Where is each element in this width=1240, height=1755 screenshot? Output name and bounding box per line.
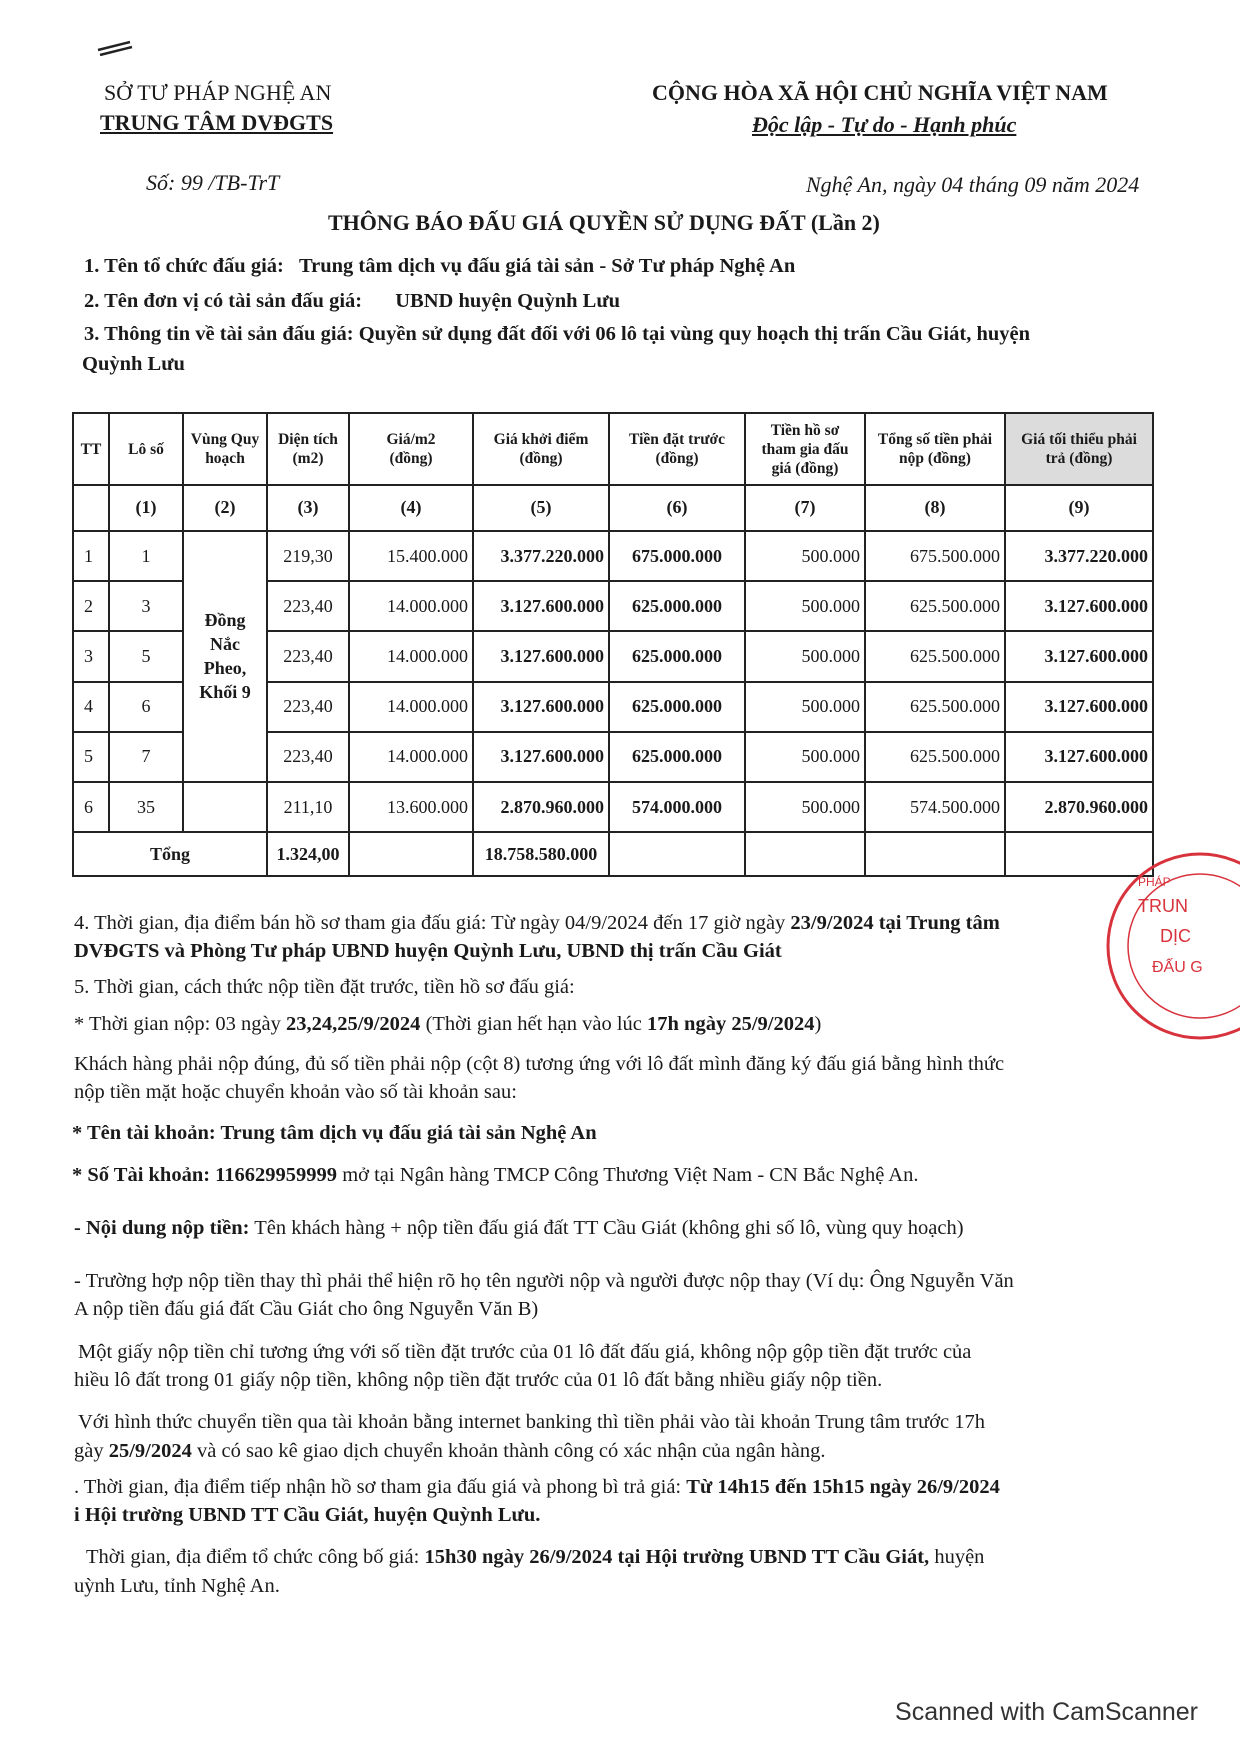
section-5-heading: 5. Thời gian, cách thức nộp tiền đặt trước, tiền hồ sơ đấu giá: <box>74 976 575 998</box>
header-zone: Vùng Quy hoạch <box>183 413 267 485</box>
cell-lot: 3 <box>109 581 183 631</box>
cell-fee: 500.000 <box>745 581 865 631</box>
country-motto: Độc lập - Tự do - Hạnh phúc <box>752 112 1017 137</box>
section-6-line-1: . Thời gian, địa điểm tiếp nhận hồ sơ tham gia đấu giá và phong bì trả giá: Từ 14h15 đến 15h15 ngày 26/9/2024 <box>74 1476 1000 1498</box>
table-total-row <box>73 832 1153 876</box>
index-cell: (4) <box>349 485 473 531</box>
document-number: Số: 99 /TB-TrT <box>146 170 280 195</box>
cell-min-price: 3.127.600.000 <box>1005 581 1153 631</box>
red-seal-stamp <box>1100 846 1240 1046</box>
total-start-price: 18.758.580.000 <box>473 832 609 876</box>
total-label: Tổng <box>73 832 267 876</box>
table-row <box>73 782 1153 832</box>
header-area: Diện tích (m2) <box>267 413 349 485</box>
table-row <box>73 531 1153 581</box>
cell-fee: 500.000 <box>745 631 865 681</box>
item-2 <box>84 290 620 313</box>
cell-deposit: 574.000.000 <box>609 782 745 832</box>
table-index-row <box>73 485 1153 531</box>
cell-start-price: 2.870.960.000 <box>473 782 609 832</box>
cell-area: 223,40 <box>267 631 349 681</box>
section-4-line-2: DVĐGTS và Phòng Tư pháp UBND huyện Quỳnh Lưu, UBND thị trấn Cầu Giát <box>74 940 782 962</box>
cell-total: 625.500.000 <box>865 631 1005 681</box>
svg-text:TRUN: TRUN <box>1138 896 1188 916</box>
index-cell <box>73 485 109 531</box>
item-2-label: 2. Tên đơn vị có tài sản đấu giá: <box>84 290 363 312</box>
cell-total: 625.500.000 <box>865 732 1005 782</box>
transfer-line-1: Với hình thức chuyển tiền qua tài khoản bằng internet banking thì tiền phải vào tài khoản Trung tâm trước 17h <box>78 1411 986 1433</box>
customer-line-2: nộp tiền mặt hoặc chuyển khoản vào số tài khoản sau: <box>74 1081 517 1103</box>
index-cell: (1) <box>109 485 183 531</box>
index-cell: (3) <box>267 485 349 531</box>
item-2-value: UBND huyện Quỳnh Lưu <box>395 290 621 312</box>
cell-start-price: 3.127.600.000 <box>473 581 609 631</box>
cell-fee: 500.000 <box>745 531 865 581</box>
cell-deposit: 625.000.000 <box>609 682 745 732</box>
cell-total: 675.500.000 <box>865 531 1005 581</box>
auction-table <box>72 412 1154 877</box>
cell-total: 625.500.000 <box>865 581 1005 631</box>
header-deposit: Tiền đặt trước (đồng) <box>609 413 745 485</box>
cell-fee: 500.000 <box>745 782 865 832</box>
svg-text:ĐẤU G: ĐẤU G <box>1152 959 1203 976</box>
svg-text:DỊC: DỊC <box>1160 926 1191 946</box>
org-name: SỞ TƯ PHÁP NGHỆ AN <box>104 80 332 105</box>
handwritten-mark <box>96 40 134 56</box>
section-4-line-1: 4. Thời gian, địa điểm bán hồ sơ tham gia đấu giá: Từ ngày 04/9/2024 đến 17 giờ ngày 23/9/2024 tại Trung tâm <box>74 912 1000 934</box>
payment-content: - Nội dung nộp tiền: Tên khách hàng + nộp tiền đấu giá đất TT Cầu Giát (không ghi số lô, vùng quy hoạch) <box>74 1217 964 1239</box>
cell-area: 219,30 <box>267 531 349 581</box>
item-1 <box>84 255 795 278</box>
cell-price: 14.000.000 <box>349 631 473 681</box>
account-number: * Số Tài khoản: 116629959999 mở tại Ngân hàng TMCP Công Thương Việt Nam - CN Bắc Nghệ An. <box>72 1164 919 1186</box>
item-3-line-2: Quỳnh Lưu <box>82 353 185 375</box>
total-empty <box>349 832 473 876</box>
cell-min-price: 3.127.600.000 <box>1005 732 1153 782</box>
section-7-line-1: Thời gian, địa điểm tổ chức công bố giá: 15h30 ngày 26/9/2024 tại Hội trường UBND TT Cầu Giát, huyện <box>86 1546 985 1568</box>
item-1-value: Trung tâm dịch vụ đấu giá tài sản - Sở Tư pháp Nghệ An <box>298 255 796 277</box>
cell-min-price: 2.870.960.000 <box>1005 782 1153 832</box>
section-6-line-2: i Hội trường UBND TT Cầu Giát, huyện Quỳnh Lưu. <box>74 1504 541 1526</box>
cell-area: 223,40 <box>267 581 349 631</box>
transfer-line-2: gày 25/9/2024 và có sao kê giao dịch chuyển khoản thành công có xác nhận của ngân hàng. <box>74 1440 826 1462</box>
cell-start-price: 3.127.600.000 <box>473 732 609 782</box>
cell-price: 13.600.000 <box>349 782 473 832</box>
cell-deposit: 625.000.000 <box>609 581 745 631</box>
cell-zone-empty <box>183 782 267 832</box>
cell-start-price: 3.127.600.000 <box>473 631 609 681</box>
index-cell: (7) <box>745 485 865 531</box>
index-cell: (9) <box>1005 485 1153 531</box>
header-price: Giá/m2 (đồng) <box>349 413 473 485</box>
one-slip-line-2: hiều lô đất trong 01 giấy nộp tiền, không nộp tiền đặt trước của 01 lô đất bằng nhiều giấy nộp tiền. <box>74 1369 883 1391</box>
scanner-watermark: Scanned with CamScanner <box>895 1698 1198 1726</box>
customer-line-1: Khách hàng phải nộp đúng, đủ số tiền phải nộp (cột 8) tương ứng với lô đất mình đăng ký đấu giá bằng hình thức <box>74 1053 1005 1075</box>
cell-tt: 3 <box>73 631 109 681</box>
index-cell: (5) <box>473 485 609 531</box>
cell-price: 15.400.000 <box>349 531 473 581</box>
cell-deposit: 625.000.000 <box>609 732 745 782</box>
table-header-row <box>73 413 1153 485</box>
cell-min-price: 3.377.220.000 <box>1005 531 1153 581</box>
org-unit: TRUNG TÂM DVĐGTS <box>100 110 334 135</box>
total-empty <box>609 832 745 876</box>
proxy-line-2: A nộp tiền đấu giá đất Cầu Giát cho ông Nguyễn Văn B) <box>74 1298 539 1320</box>
cell-min-price: 3.127.600.000 <box>1005 682 1153 732</box>
total-area: 1.324,00 <box>267 832 349 876</box>
country-name: CỘNG HÒA XÃ HỘI CHỦ NGHĨA VIỆT NAM <box>652 80 1108 105</box>
cell-lot: 35 <box>109 782 183 832</box>
proxy-line-1: - Trường hợp nộp tiền thay thì phải thể hiện rõ họ tên người nộp và người được nộp thay (Ví dụ: Ông Nguyễn Văn <box>74 1270 1014 1292</box>
cell-area: 223,40 <box>267 682 349 732</box>
cell-fee: 500.000 <box>745 682 865 732</box>
cell-lot: 1 <box>109 531 183 581</box>
cell-price: 14.000.000 <box>349 581 473 631</box>
section-7-line-2: uỳnh Lưu, tỉnh Nghệ An. <box>74 1575 280 1597</box>
total-empty <box>865 832 1005 876</box>
index-cell: (2) <box>183 485 267 531</box>
one-slip-line-1: Một giấy nộp tiền chỉ tương ứng với số tiền đặt trước của 01 lô đất đấu giá, không nộp gộp tiền đặt trước của <box>78 1341 972 1363</box>
cell-tt: 4 <box>73 682 109 732</box>
cell-lot: 7 <box>109 732 183 782</box>
header-total: Tổng số tiền phải nộp (đồng) <box>865 413 1005 485</box>
header-min-price: Giá tối thiểu phải trả (đồng) <box>1005 413 1153 485</box>
account-name: * Tên tài khoản: Trung tâm dịch vụ đấu giá tài sản Nghệ An <box>72 1122 597 1144</box>
index-cell: (6) <box>609 485 745 531</box>
document-title: THÔNG BÁO ĐẤU GIÁ QUYỀN SỬ DỤNG ĐẤT (Lần 2) <box>328 210 880 235</box>
cell-area: 211,10 <box>267 782 349 832</box>
cell-min-price: 3.127.600.000 <box>1005 631 1153 681</box>
cell-start-price: 3.127.600.000 <box>473 682 609 732</box>
cell-tt: 2 <box>73 581 109 631</box>
place-date: Nghệ An, ngày 04 tháng 09 năm 2024 <box>806 172 1140 197</box>
pay-time: * Thời gian nộp: 03 ngày 23,24,25/9/2024 (Thời gian hết hạn vào lúc 17h ngày 25/9/2024) <box>74 1013 822 1035</box>
cell-total: 574.500.000 <box>865 782 1005 832</box>
cell-total: 625.500.000 <box>865 682 1005 732</box>
cell-fee: 500.000 <box>745 732 865 782</box>
cell-lot: 6 <box>109 682 183 732</box>
cell-zone: Đồng Nắc Pheo, Khối 9 <box>183 531 267 782</box>
total-empty <box>745 832 865 876</box>
cell-tt: 6 <box>73 782 109 832</box>
cell-price: 14.000.000 <box>349 682 473 732</box>
item-3-line-1: 3. Thông tin về tài sản đấu giá: Quyền sử dụng đất đối với 06 lô tại vùng quy hoạch thị trấn Cầu Giát, huyện <box>84 323 1031 345</box>
cell-tt: 5 <box>73 732 109 782</box>
cell-deposit: 625.000.000 <box>609 631 745 681</box>
cell-area: 223,40 <box>267 732 349 782</box>
index-cell: (8) <box>865 485 1005 531</box>
item-1-label: 1. Tên tổ chức đấu giá: <box>84 255 284 277</box>
cell-lot: 5 <box>109 631 183 681</box>
cell-start-price: 3.377.220.000 <box>473 531 609 581</box>
header-start-price: Giá khởi điểm (đồng) <box>473 413 609 485</box>
cell-deposit: 675.000.000 <box>609 531 745 581</box>
header-fee: Tiền hồ sơ tham gia đấu giá (đồng) <box>745 413 865 485</box>
cell-tt: 1 <box>73 531 109 581</box>
svg-text:PHÁP: PHÁP <box>1138 875 1171 889</box>
header-lot: Lô số <box>109 413 183 485</box>
cell-price: 14.000.000 <box>349 732 473 782</box>
header-tt: TT <box>73 413 109 485</box>
